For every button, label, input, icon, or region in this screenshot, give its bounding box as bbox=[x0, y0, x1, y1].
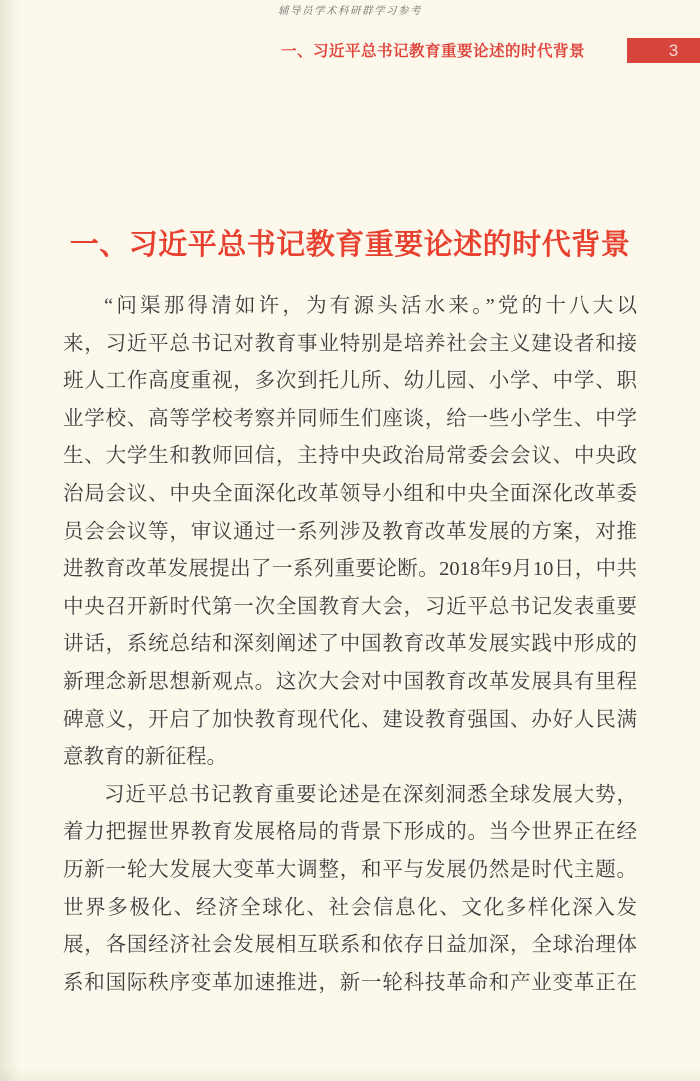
text-line: 系和国际秩序变革加速推进，新一轮科技革命和产业变革正在 bbox=[63, 971, 637, 994]
text-line: 进教育改革发展提出了一系列重要论断。2018年9月10日，中共 bbox=[63, 558, 637, 581]
text-line: 班人工作高度重视，多次到托儿所、幼儿园、小学、中学、职 bbox=[63, 370, 637, 393]
page-number-badge bbox=[627, 38, 700, 63]
text-line: 业学校、高等学校考察并同师生们座谈，给一些小学生、中学 bbox=[63, 407, 637, 430]
text-line: 意教育的新征程。 bbox=[63, 746, 227, 769]
body-text bbox=[63, 288, 637, 1002]
text-line: 着力把握世界教育发展格局的背景下形成的。当今世界正在经 bbox=[63, 821, 637, 844]
running-header bbox=[281, 37, 700, 63]
page-number: 3 bbox=[668, 40, 679, 60]
text-line: 习近平总书记教育重要论述是在深刻洞悉全球发展大势， bbox=[104, 783, 637, 806]
text-line: 中央召开新时代第一次全国教育大会，习近平总书记发表重要 bbox=[63, 595, 637, 618]
text-line: 生、大学生和教师回信，主持中央政治局常委会会议、中央政 bbox=[63, 445, 637, 468]
text-line: 展，各国经济社会发展相互联系和依存日益加深，全球治理体 bbox=[63, 934, 637, 957]
text-line: 新理念新思想新观点。这次大会对中国教育改革发展具有里程 bbox=[63, 670, 637, 693]
running-header-title: 一、习近平总书记教育重要论述的时代背景 bbox=[280, 43, 585, 60]
text-line: 历新一轮大发展大变革大调整，和平与发展仍然是时代主题。 bbox=[63, 858, 637, 881]
text-line: 世界多极化、经济全球化、社会信息化、文化多样化深入发 bbox=[63, 896, 637, 919]
chapter-title: 一、习近平总书记教育重要论述的时代背景 bbox=[69, 229, 631, 261]
text-line: 治局会议、中央全面深化改革领导小组和中央全面深化改革委 bbox=[63, 482, 637, 505]
text-line: 员会会议等，审议通过一系列涉及教育改革发展的方案，对推 bbox=[63, 520, 637, 543]
text-line: 碑意义，开启了加快教育现代化、建设教育强国、办好人民满 bbox=[63, 708, 637, 731]
text-line: 来，习近平总书记对教育事业特别是培养社会主义建设者和接 bbox=[63, 332, 637, 355]
text-line: 讲话，系统总结和深刻阐述了中国教育改革发展实践中形成的 bbox=[63, 633, 637, 656]
handwritten-note: 辅导员学术科研群学习参考 bbox=[278, 5, 422, 17]
text-line: “问渠那得清如许，为有源头活水来。”党的十八大以 bbox=[104, 295, 637, 317]
